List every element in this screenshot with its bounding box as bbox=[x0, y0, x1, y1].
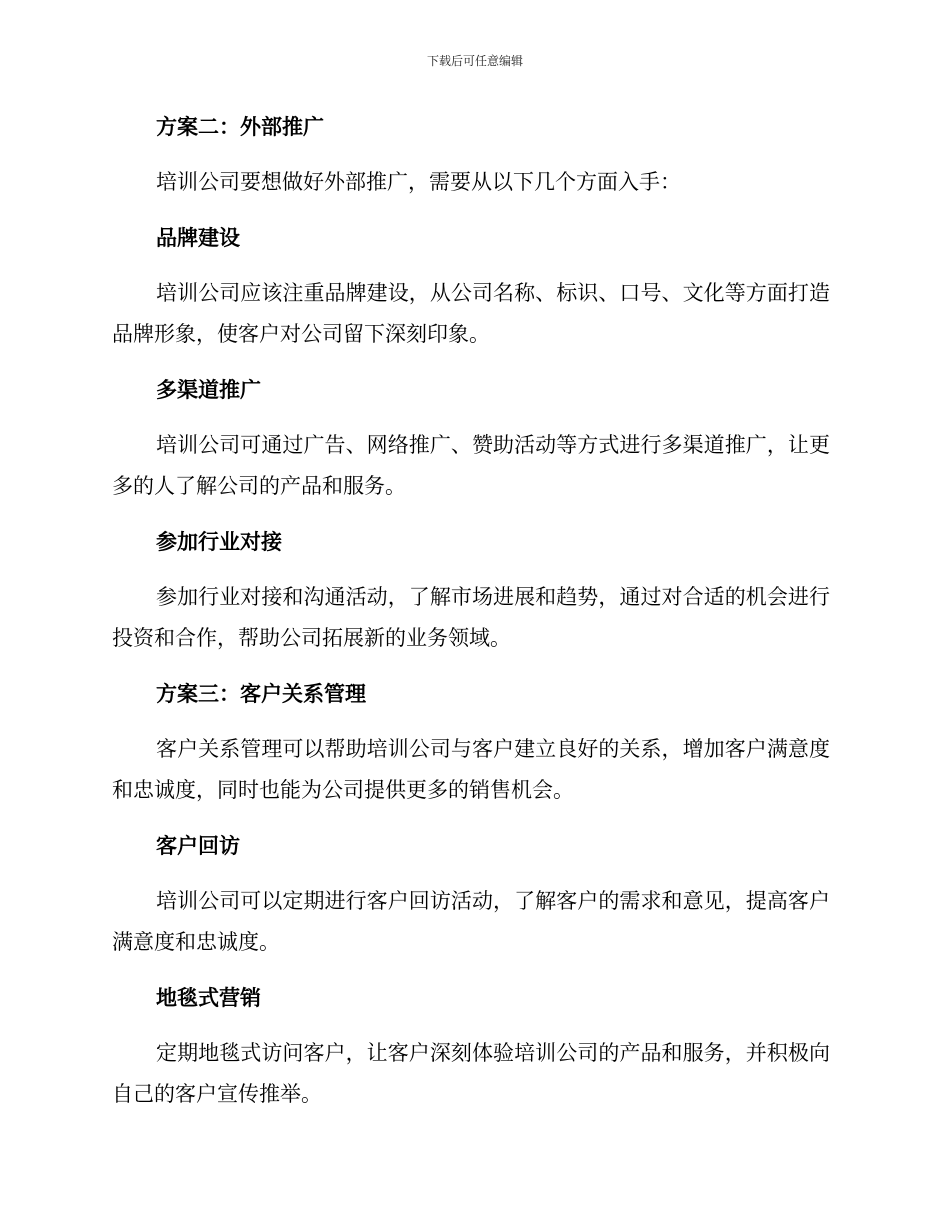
section-heading-plan-two: 方案二：外部推广 bbox=[156, 115, 324, 139]
paragraph-multichannel: 培训公司可通过广告、网络推广、赞助活动等方式进行多渠道推广，让更多的人了解公司的产品和服务。 bbox=[112, 433, 830, 498]
paragraph-customer-revisit: 培训公司可以定期进行客户回访活动，了解客户的需求和意见，提高客户满意度和忠诚度。 bbox=[112, 889, 830, 954]
subheading-brand-building: 品牌建设 bbox=[156, 226, 240, 250]
paragraph-intro: 培训公司要想做好外部推广，需要从以下几个方面入手： bbox=[156, 170, 681, 194]
paragraph-crm: 客户关系管理可以帮助培训公司与客户建立良好的关系，增加客户满意度和忠诚度，同时也能为公司提供更多的销售机会。 bbox=[112, 737, 830, 802]
document-body bbox=[112, 107, 830, 1130]
page-header: 下载后可任意编辑 bbox=[426, 54, 523, 68]
section-heading-plan-three: 方案三：客户关系管理 bbox=[156, 682, 366, 706]
paragraph-carpet-marketing: 定期地毯式访问客户，让客户深刻体验培训公司的产品和服务，并积极向自己的客户宣传推举。 bbox=[112, 1041, 830, 1106]
subheading-carpet-marketing: 地毯式营销 bbox=[156, 986, 261, 1010]
paragraph-industry-networking: 参加行业对接和沟通活动，了解市场进展和趋势，通过对合适的机会进行投资和合作，帮助公司拓展新的业务领域。 bbox=[112, 585, 830, 650]
subheading-customer-revisit: 客户回访 bbox=[156, 834, 240, 858]
paragraph-brand-building: 培训公司应该注重品牌建设，从公司名称、标识、口号、文化等方面打造品牌形象，使客户对公司留下深刻印象。 bbox=[112, 281, 830, 346]
subheading-multichannel: 多渠道推广 bbox=[156, 378, 261, 402]
subheading-industry-networking: 参加行业对接 bbox=[156, 530, 282, 554]
